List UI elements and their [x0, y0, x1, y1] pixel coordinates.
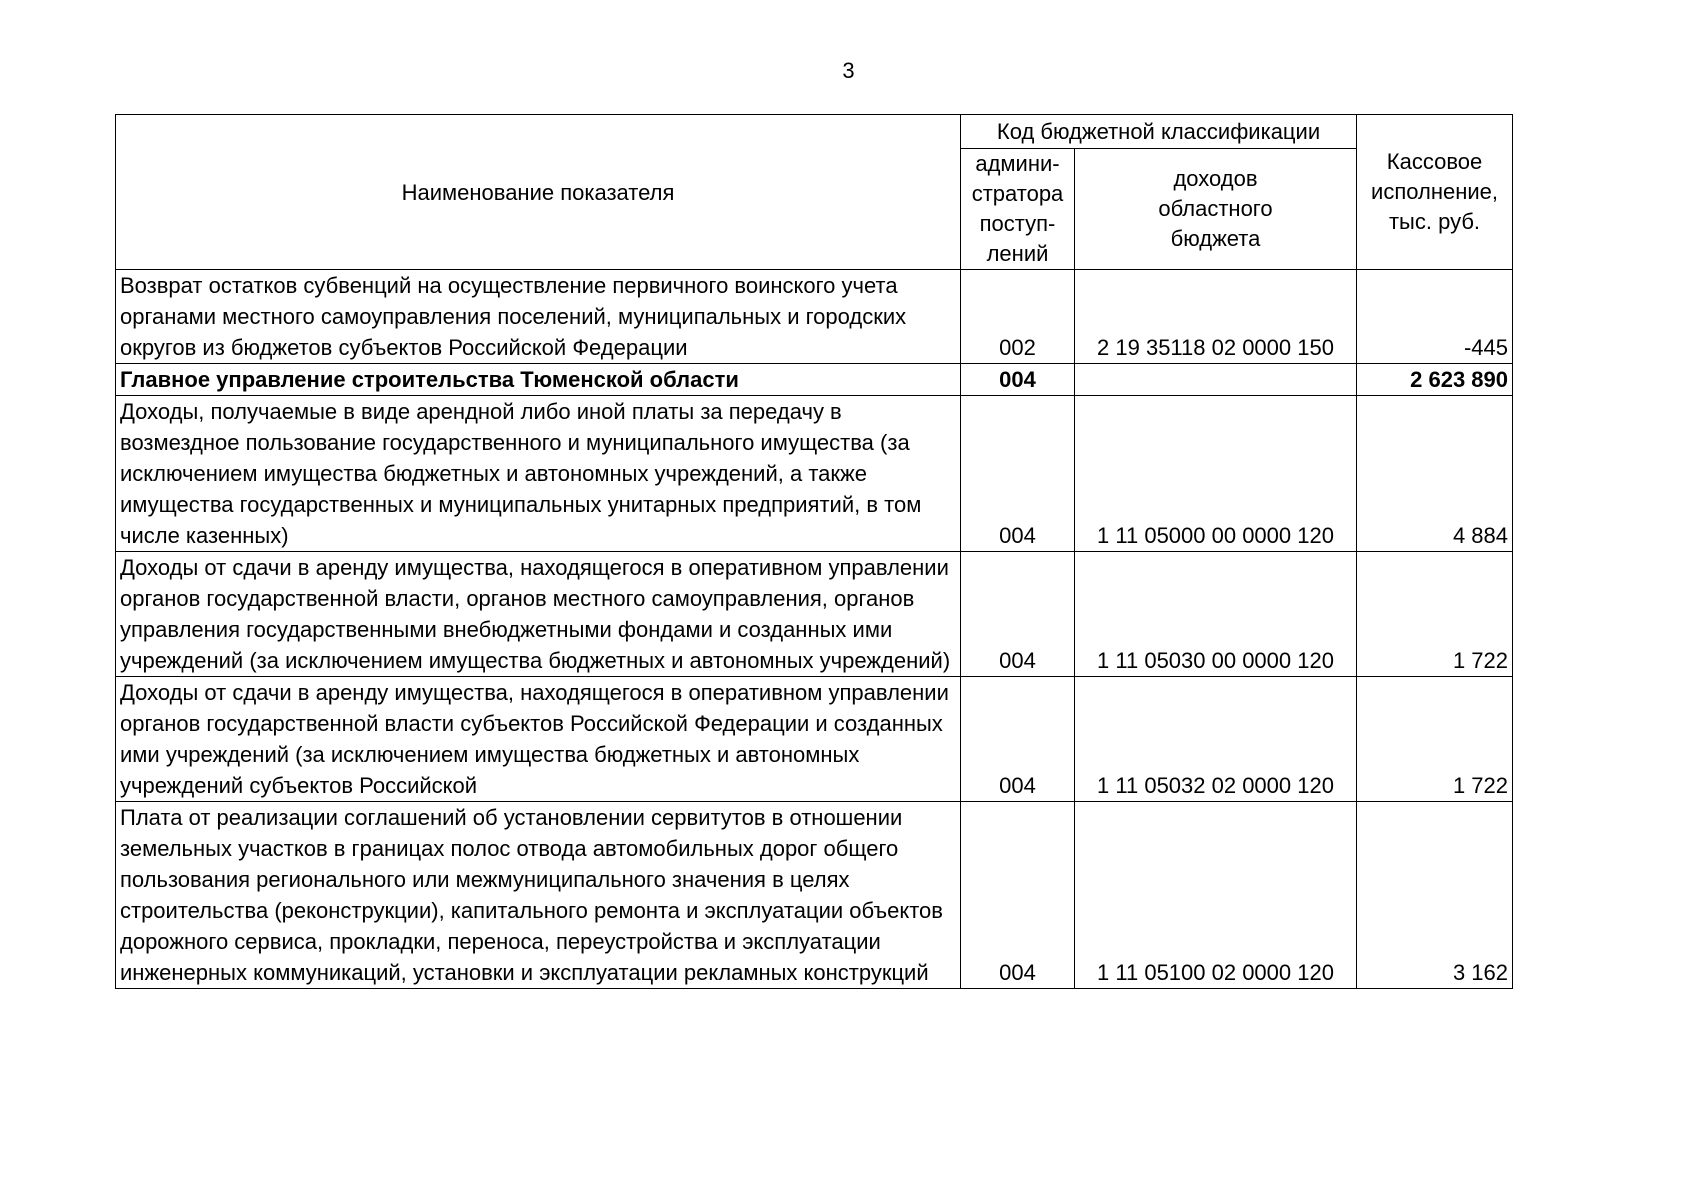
- row-admin-code: 004: [961, 802, 1075, 989]
- row-name: Плата от реализации соглашений об установлении сервитутов в отношении земельных участков в границах полос отвода автомобильных дорог общего пользования регионального или межмуниципального значения в целях строительства (реконструкции), капитального ремонта и эксплуатации объектов дорожного сервиса, прокладки, переноса, переустройства и эксплуатации инженерных коммуникаций, установки и эксплуатации рекламных конструкций: [116, 802, 961, 989]
- column-header-admin-text: админи- стратора поступ- лений: [971, 151, 1064, 266]
- table-row: [116, 396, 1513, 552]
- row-name: Доходы, получаемые в виде арендной либо иной платы за передачу в возмездное пользование государственного и муниципального имущества (за исключением имущества бюджетных и автономных учреждений, а также имущества государственных и муниципальных унитарных предприятий, в том числе казенных): [116, 396, 961, 552]
- row-name: Главное управление строительства Тюменской области: [116, 364, 961, 396]
- column-header-revenue-text: доходов областного бюджета: [1158, 166, 1273, 251]
- row-admin-code: 004: [961, 552, 1075, 677]
- table-row: [116, 677, 1513, 802]
- column-header-name: Наименование показателя: [116, 115, 961, 270]
- budget-table: [115, 114, 1513, 989]
- row-admin-code: 004: [961, 677, 1075, 802]
- column-header-revenue: [1075, 149, 1357, 270]
- row-amount: 4 884: [1357, 396, 1513, 552]
- row-name: Возврат остатков субвенций на осуществление первичного воинского учета органами местного самоуправления поселений, муниципальных и городских округов из бюджетов субъектов Российской Федерации: [116, 270, 961, 364]
- table-header: [116, 115, 1513, 270]
- row-amount: 1 722: [1357, 552, 1513, 677]
- row-revenue-code: 1 11 05000 00 0000 120: [1075, 396, 1357, 552]
- table-row: [116, 270, 1513, 364]
- row-revenue-code: 2 19 35118 02 0000 150: [1075, 270, 1357, 364]
- row-revenue-code: 1 11 05030 00 0000 120: [1075, 552, 1357, 677]
- row-admin-code: 004: [961, 364, 1075, 396]
- column-group-header-code: Код бюджетной классификации: [961, 115, 1357, 149]
- row-name: Доходы от сдачи в аренду имущества, находящегося в оперативном управлении органов государственной власти субъектов Российской Федерации и созданных ими учреждений (за исключением имущества бюджетных и автономных учреждений субъектов Российской: [116, 677, 961, 802]
- row-revenue-code: 1 11 05100 02 0000 120: [1075, 802, 1357, 989]
- row-amount: 1 722: [1357, 677, 1513, 802]
- row-admin-code: 004: [961, 396, 1075, 552]
- row-name: Доходы от сдачи в аренду имущества, находящегося в оперативном управлении органов государственной власти, органов местного самоуправления, органов управления государственными внебюджетными фондами и созданных ими учреждений (за исключением имущества бюджетных и автономных учреждений): [116, 552, 961, 677]
- row-amount: -445: [1357, 270, 1513, 364]
- page-number: 3: [842, 58, 855, 83]
- table-row: [116, 802, 1513, 989]
- table-row: [116, 552, 1513, 677]
- row-amount: 2 623 890: [1357, 364, 1513, 396]
- row-admin-code: 002: [961, 270, 1075, 364]
- column-header-admin: [961, 149, 1075, 270]
- row-revenue-code: 1 11 05032 02 0000 120: [1075, 677, 1357, 802]
- row-amount: 3 162: [1357, 802, 1513, 989]
- table-row-section: [116, 364, 1513, 396]
- row-revenue-code: [1075, 364, 1357, 396]
- column-header-amount-text: Кассовое исполнение, тыс. руб.: [1371, 149, 1498, 234]
- column-header-amount: [1357, 115, 1513, 270]
